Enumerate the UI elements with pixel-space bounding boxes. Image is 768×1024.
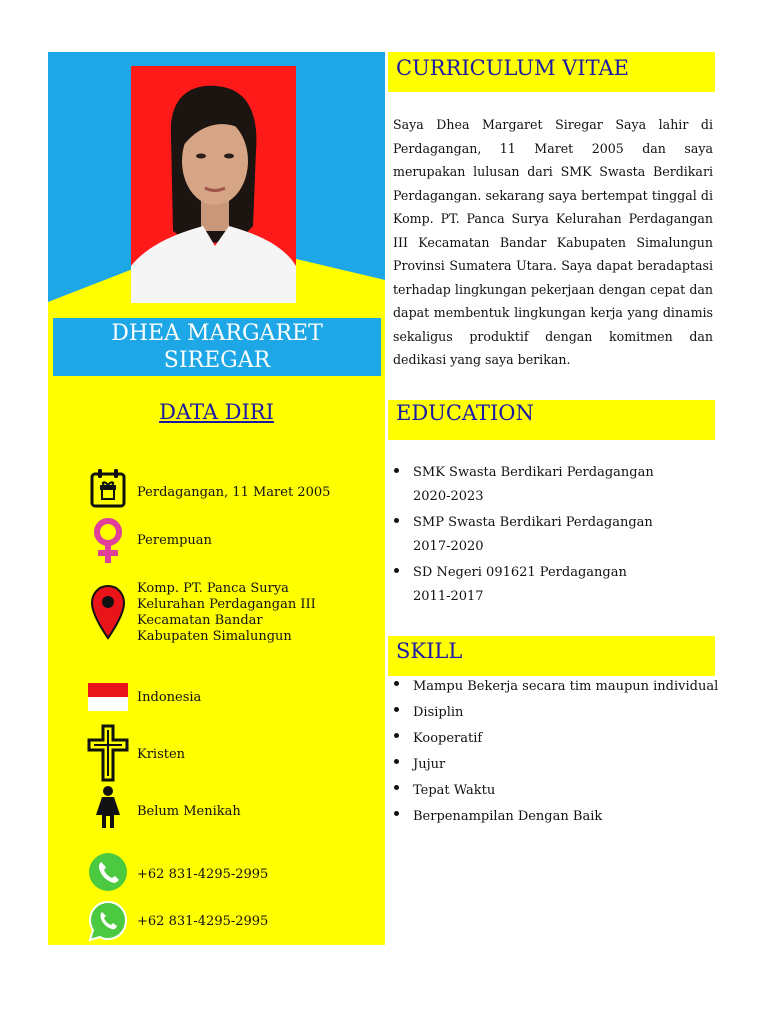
profile-photo [131,66,296,303]
indonesia-flag-icon [86,683,130,711]
cv-heading: CURRICULUM VITAE [396,56,629,80]
education-years: 2017-2020 [413,539,484,554]
skill-list [393,674,718,830]
address-line: Kabupaten Simalungun [137,629,292,644]
cv-summary: Saya Dhea Margaret Siregar Saya lahir di Perdagangan, 11 Maret 2005 dan saya merupakan lulusan dari SMK Swasta Berdikari Perdagangan. sekarang saya bertempat tinggal di Komp. PT. Panca Surya Kelurahan Perdagangan III Kecamatan Bandar Kabupaten Simalungun Provinsi Sumatera Utara. Saya dapat beradaptasi terhadap lingkungan pekerjaan dengan cepat dan dapat membentuk lingkungan kerja yang dinamis sekaligus produktif dengan komitmen dan dedikasi yang saya berikan. [393,117,713,367]
skill-heading: SKILL [396,639,463,663]
whatsapp-text[interactable]: +62 831-4295-2995 [137,914,269,929]
education-heading-bar [388,400,715,440]
woman-icon [86,786,130,830]
education-school: SMP Swasta Berdikari Perdagangan [413,515,653,530]
skill-item: Tepat Waktu [393,778,718,804]
female-symbol-icon [86,517,130,565]
education-school: SD Negeri 091621 Perdagangan [413,565,627,580]
nationality-text: Indonesia [137,690,202,705]
address-line: Kelurahan Perdagangan III [137,597,316,612]
address-line: Komp. PT. Panca Surya [137,581,289,596]
education-item [393,511,654,559]
whatsapp-icon [86,899,130,943]
education-years: 2011-2017 [413,589,484,604]
education-list [393,461,654,611]
education-item [393,461,654,509]
cross-icon [86,724,130,782]
cv-heading-bar [388,52,715,92]
religion-text: Kristen [137,747,186,762]
skill-item: Disiplin [393,700,718,726]
skill-item: Mampu Bekerja secara tim maupun individual [393,674,718,700]
birth-text: Perdagangan, 11 Maret 2005 [137,485,331,500]
education-school: SMK Swasta Berdikari Perdagangan [413,465,654,480]
skill-item: Jujur [393,752,718,778]
name-box [53,318,381,376]
education-heading: EDUCATION [396,401,534,425]
marital-text: Belum Menikah [137,804,241,819]
skill-heading-bar [388,636,715,676]
phone-text[interactable]: +62 831-4295-2995 [137,867,269,882]
skill-item: Berpenampilan Dengan Baik [393,804,718,830]
name-line-2: SIREGAR [163,348,271,373]
data-diri-heading: DATA DIRI [159,400,274,424]
education-years: 2020-2023 [413,489,484,504]
education-item [393,561,654,609]
address-text [137,581,316,645]
location-pin-icon [86,584,130,640]
phone-icon [86,852,130,892]
name-line-1: DHEA MARGARET [111,321,323,346]
calendar-gift-icon [86,468,130,508]
address-line: Kecamatan Bandar [137,613,263,628]
gender-text: Perempuan [137,533,212,548]
skill-item: Kooperatif [393,726,718,752]
